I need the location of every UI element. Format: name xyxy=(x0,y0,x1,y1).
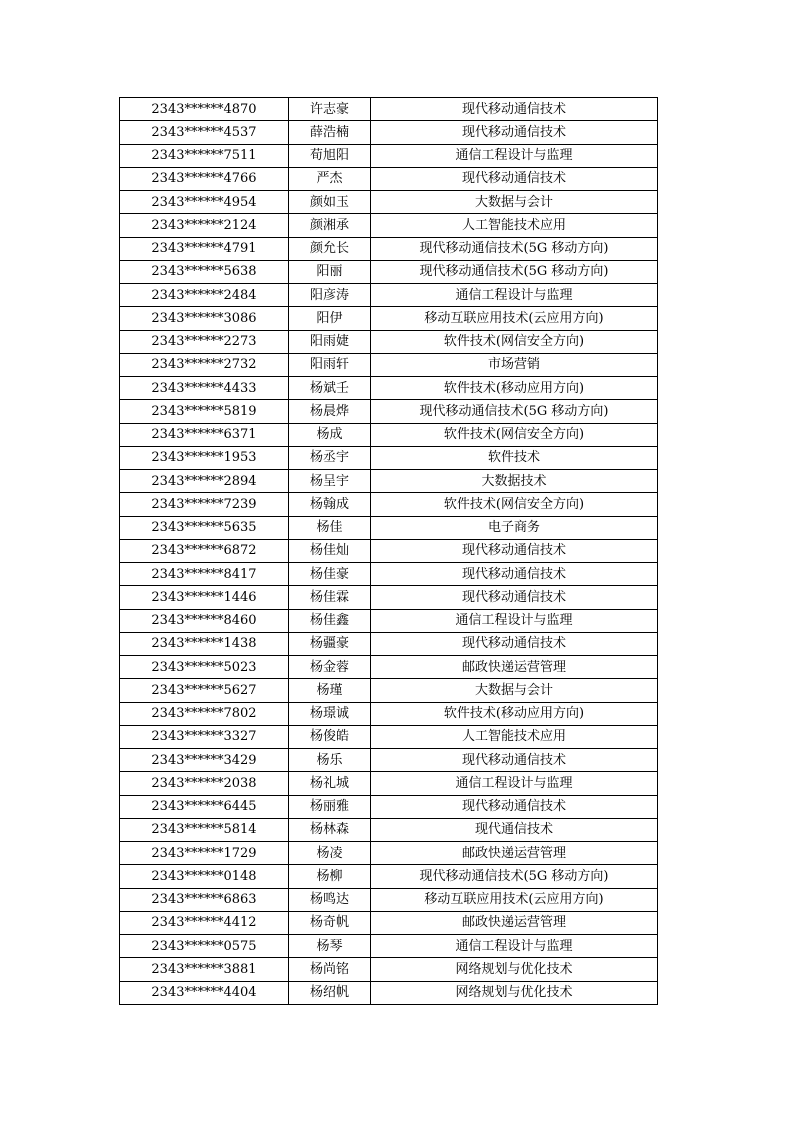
table-row xyxy=(120,121,658,144)
student-name-cell: 杨丽雅 xyxy=(289,795,371,818)
student-id-cell: 2343******5627 xyxy=(120,679,289,702)
student-id-cell: 2343******3881 xyxy=(120,958,289,981)
major-cell: 通信工程设计与监理 xyxy=(371,284,658,307)
student-name-cell: 杨乐 xyxy=(289,749,371,772)
table-row xyxy=(120,958,658,981)
major-cell: 现代移动通信技术 xyxy=(371,586,658,609)
student-id-cell: 2343******6863 xyxy=(120,888,289,911)
table-row xyxy=(120,400,658,423)
student-id-cell: 2343******5635 xyxy=(120,516,289,539)
student-id-cell: 2343******5814 xyxy=(120,818,289,841)
table-row xyxy=(120,260,658,283)
student-name-cell: 杨佳豪 xyxy=(289,563,371,586)
student-id-cell: 2343******3429 xyxy=(120,749,289,772)
student-name-cell: 杨晨烨 xyxy=(289,400,371,423)
major-cell: 人工智能技术应用 xyxy=(371,214,658,237)
table-row xyxy=(120,284,658,307)
student-id-cell: 2343******3327 xyxy=(120,725,289,748)
student-name-cell: 阳雨轩 xyxy=(289,353,371,376)
student-id-cell: 2343******2038 xyxy=(120,772,289,795)
major-cell: 现代移动通信技术(5G 移动方向) xyxy=(371,260,658,283)
student-name-cell: 杨佳灿 xyxy=(289,539,371,562)
major-cell: 网络规划与优化技术 xyxy=(371,981,658,1004)
student-id-cell: 2343******1729 xyxy=(120,842,289,865)
roster-table xyxy=(119,97,658,1005)
student-id-cell: 2343******2894 xyxy=(120,470,289,493)
major-cell: 现代移动通信技术 xyxy=(371,563,658,586)
major-cell: 现代移动通信技术 xyxy=(371,167,658,190)
student-id-cell: 2343******4404 xyxy=(120,981,289,1004)
student-name-cell: 杨凌 xyxy=(289,842,371,865)
student-id-cell: 2343******2273 xyxy=(120,330,289,353)
student-name-cell: 杨俊皓 xyxy=(289,725,371,748)
student-id-cell: 2343******4791 xyxy=(120,237,289,260)
student-id-cell: 2343******4537 xyxy=(120,121,289,144)
major-cell: 邮政快递运营管理 xyxy=(371,911,658,934)
table-row xyxy=(120,446,658,469)
student-name-cell: 颜允长 xyxy=(289,237,371,260)
table-row xyxy=(120,935,658,958)
student-name-cell: 杨瑾 xyxy=(289,679,371,702)
student-id-cell: 2343******3086 xyxy=(120,307,289,330)
student-id-cell: 2343******2732 xyxy=(120,353,289,376)
major-cell: 通信工程设计与监理 xyxy=(371,935,658,958)
major-cell: 市场营销 xyxy=(371,353,658,376)
table-row xyxy=(120,981,658,1004)
student-name-cell: 杨林森 xyxy=(289,818,371,841)
table-row xyxy=(120,330,658,353)
student-name-cell: 杨金蓉 xyxy=(289,656,371,679)
student-name-cell: 杨成 xyxy=(289,423,371,446)
student-name-cell: 杨绍帆 xyxy=(289,981,371,1004)
student-name-cell: 杨疆豪 xyxy=(289,632,371,655)
student-id-cell: 2343******1446 xyxy=(120,586,289,609)
major-cell: 邮政快递运营管理 xyxy=(371,842,658,865)
student-id-cell: 2343******0575 xyxy=(120,935,289,958)
major-cell: 软件技术 xyxy=(371,446,658,469)
major-cell: 移动互联应用技术(云应用方向) xyxy=(371,307,658,330)
student-name-cell: 杨柳 xyxy=(289,865,371,888)
student-id-cell: 2343******7239 xyxy=(120,493,289,516)
student-roster xyxy=(119,97,658,1005)
student-name-cell: 颜如玉 xyxy=(289,191,371,214)
table-row xyxy=(120,144,658,167)
student-name-cell: 杨丞宇 xyxy=(289,446,371,469)
student-id-cell: 2343******2484 xyxy=(120,284,289,307)
student-name-cell: 杨斌壬 xyxy=(289,377,371,400)
student-id-cell: 2343******5819 xyxy=(120,400,289,423)
student-name-cell: 杨礼城 xyxy=(289,772,371,795)
student-name-cell: 严杰 xyxy=(289,167,371,190)
table-row xyxy=(120,911,658,934)
student-name-cell: 杨鸣达 xyxy=(289,888,371,911)
student-id-cell: 2343******7802 xyxy=(120,702,289,725)
table-row xyxy=(120,888,658,911)
student-id-cell: 2343******5638 xyxy=(120,260,289,283)
student-id-cell: 2343******8460 xyxy=(120,609,289,632)
student-name-cell: 杨佳 xyxy=(289,516,371,539)
student-id-cell: 2343******4433 xyxy=(120,377,289,400)
table-row xyxy=(120,516,658,539)
major-cell: 现代移动通信技术 xyxy=(371,98,658,121)
major-cell: 邮政快递运营管理 xyxy=(371,656,658,679)
student-id-cell: 2343******4766 xyxy=(120,167,289,190)
table-row xyxy=(120,609,658,632)
student-name-cell: 杨翰成 xyxy=(289,493,371,516)
table-row xyxy=(120,818,658,841)
student-name-cell: 阳雨婕 xyxy=(289,330,371,353)
major-cell: 现代通信技术 xyxy=(371,818,658,841)
major-cell: 人工智能技术应用 xyxy=(371,725,658,748)
major-cell: 现代移动通信技术(5G 移动方向) xyxy=(371,237,658,260)
student-name-cell: 阳丽 xyxy=(289,260,371,283)
table-row xyxy=(120,679,658,702)
table-row xyxy=(120,772,658,795)
student-name-cell: 颜湘承 xyxy=(289,214,371,237)
roster-table-body xyxy=(120,98,658,1005)
student-id-cell: 2343******1438 xyxy=(120,632,289,655)
student-id-cell: 2343******8417 xyxy=(120,563,289,586)
table-row xyxy=(120,749,658,772)
student-id-cell: 2343******0148 xyxy=(120,865,289,888)
student-name-cell: 杨尚铭 xyxy=(289,958,371,981)
major-cell: 软件技术(网信安全方向) xyxy=(371,493,658,516)
major-cell: 软件技术(网信安全方向) xyxy=(371,330,658,353)
student-id-cell: 2343******4954 xyxy=(120,191,289,214)
table-row xyxy=(120,98,658,121)
student-name-cell: 杨佳霖 xyxy=(289,586,371,609)
student-id-cell: 2343******6371 xyxy=(120,423,289,446)
table-row xyxy=(120,167,658,190)
student-name-cell: 阳伊 xyxy=(289,307,371,330)
student-name-cell: 杨奇帆 xyxy=(289,911,371,934)
table-row xyxy=(120,493,658,516)
student-name-cell: 杨佳鑫 xyxy=(289,609,371,632)
major-cell: 大数据与会计 xyxy=(371,191,658,214)
major-cell: 大数据技术 xyxy=(371,470,658,493)
table-row xyxy=(120,702,658,725)
student-name-cell: 杨琴 xyxy=(289,935,371,958)
table-row xyxy=(120,563,658,586)
major-cell: 移动互联应用技术(云应用方向) xyxy=(371,888,658,911)
student-id-cell: 2343******1953 xyxy=(120,446,289,469)
major-cell: 现代移动通信技术 xyxy=(371,795,658,818)
table-row xyxy=(120,725,658,748)
major-cell: 通信工程设计与监理 xyxy=(371,772,658,795)
student-id-cell: 2343******5023 xyxy=(120,656,289,679)
table-row xyxy=(120,237,658,260)
major-cell: 现代移动通信技术 xyxy=(371,632,658,655)
table-row xyxy=(120,307,658,330)
student-id-cell: 2343******7511 xyxy=(120,144,289,167)
table-row xyxy=(120,656,658,679)
student-name-cell: 荀旭阳 xyxy=(289,144,371,167)
student-id-cell: 2343******4412 xyxy=(120,911,289,934)
student-name-cell: 杨璟诚 xyxy=(289,702,371,725)
major-cell: 软件技术(网信安全方向) xyxy=(371,423,658,446)
major-cell: 现代移动通信技术(5G 移动方向) xyxy=(371,400,658,423)
student-name-cell: 许志豪 xyxy=(289,98,371,121)
student-id-cell: 2343******2124 xyxy=(120,214,289,237)
major-cell: 通信工程设计与监理 xyxy=(371,144,658,167)
table-row xyxy=(120,795,658,818)
student-id-cell: 2343******6445 xyxy=(120,795,289,818)
table-row xyxy=(120,632,658,655)
major-cell: 通信工程设计与监理 xyxy=(371,609,658,632)
table-row xyxy=(120,353,658,376)
major-cell: 现代移动通信技术(5G 移动方向) xyxy=(371,865,658,888)
table-row xyxy=(120,191,658,214)
student-id-cell: 2343******4870 xyxy=(120,98,289,121)
major-cell: 现代移动通信技术 xyxy=(371,121,658,144)
table-row xyxy=(120,539,658,562)
major-cell: 现代移动通信技术 xyxy=(371,539,658,562)
table-row xyxy=(120,842,658,865)
major-cell: 软件技术(移动应用方向) xyxy=(371,702,658,725)
student-name-cell: 薛浩楠 xyxy=(289,121,371,144)
major-cell: 大数据与会计 xyxy=(371,679,658,702)
table-row xyxy=(120,423,658,446)
major-cell: 现代移动通信技术 xyxy=(371,749,658,772)
student-id-cell: 2343******6872 xyxy=(120,539,289,562)
student-name-cell: 杨呈宇 xyxy=(289,470,371,493)
table-row xyxy=(120,377,658,400)
table-row xyxy=(120,470,658,493)
major-cell: 电子商务 xyxy=(371,516,658,539)
table-row xyxy=(120,214,658,237)
table-row xyxy=(120,586,658,609)
table-row xyxy=(120,865,658,888)
major-cell: 网络规划与优化技术 xyxy=(371,958,658,981)
major-cell: 软件技术(移动应用方向) xyxy=(371,377,658,400)
student-name-cell: 阳彦涛 xyxy=(289,284,371,307)
